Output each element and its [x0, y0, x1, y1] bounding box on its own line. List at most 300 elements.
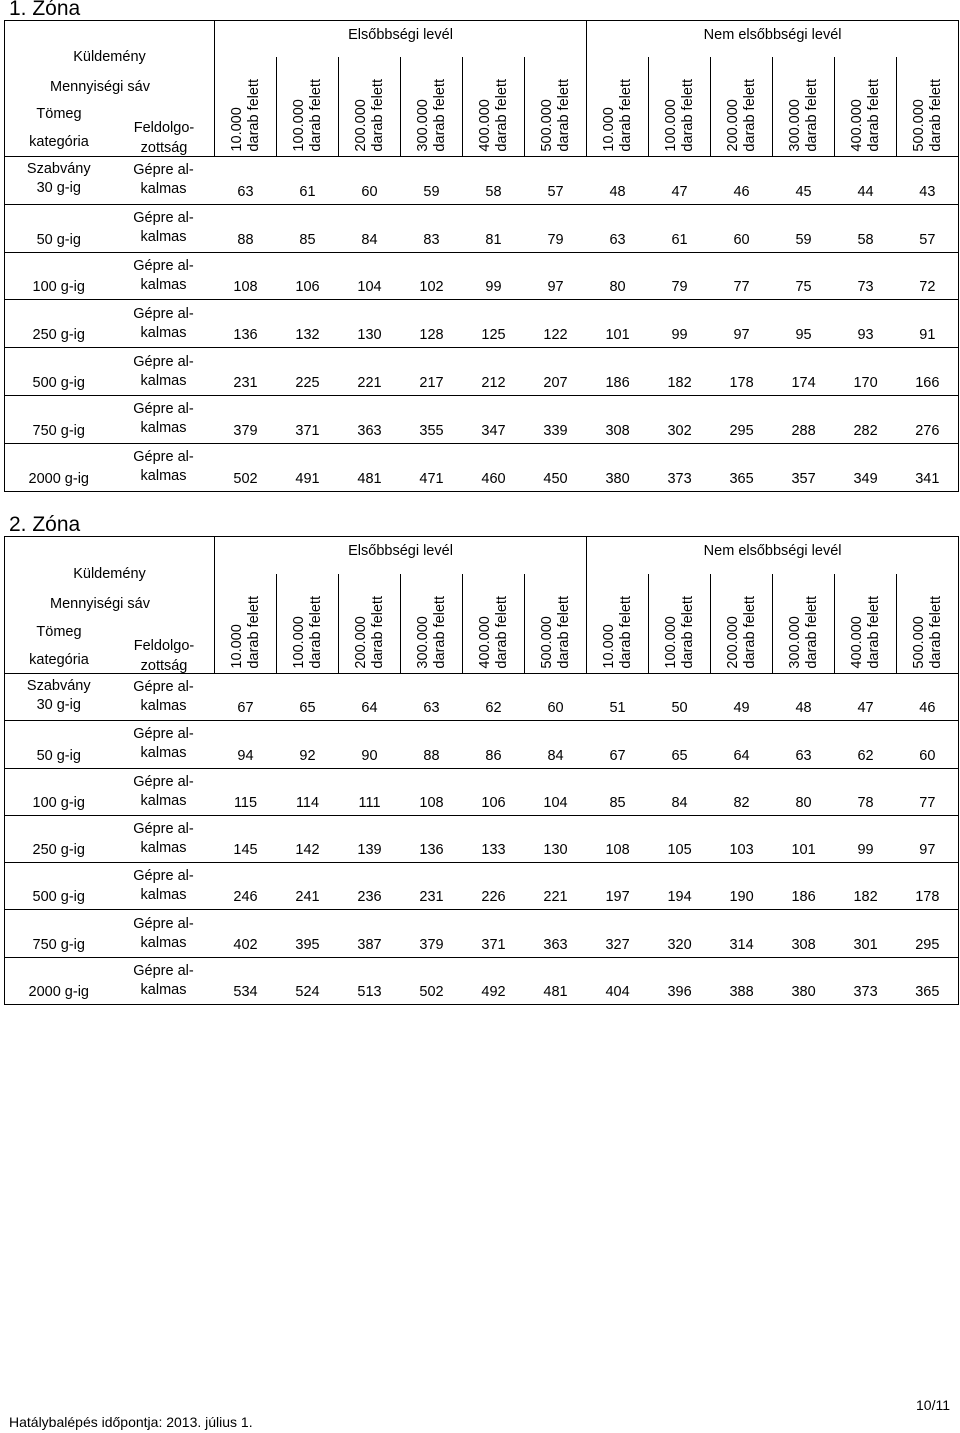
price-cell: 115: [215, 768, 277, 815]
header-range-label: [725, 79, 759, 152]
header-range-label: [911, 596, 945, 669]
header-range-label: [787, 79, 821, 152]
header-range-label: [477, 596, 511, 669]
range-unit: darab felett: [803, 79, 820, 152]
header-zottsag: zottság: [140, 140, 188, 156]
table-row: [5, 300, 959, 348]
price-cell: 57: [897, 204, 959, 252]
range-unit: darab felett: [307, 596, 324, 669]
header-feldolgo: Feldolgo-: [133, 638, 195, 654]
price-cell: 136: [401, 815, 463, 862]
price-cell: 302: [649, 395, 711, 443]
range-threshold: 10.000: [600, 624, 617, 669]
weight-label: 30 g-ig: [36, 180, 81, 196]
price-cell: 50: [649, 674, 711, 721]
weight-category: [5, 348, 113, 396]
price-cell: 99: [463, 252, 525, 300]
weight-label: 2000 g-ig: [28, 470, 89, 487]
processing-line-2: kalmas: [140, 792, 187, 809]
header-mennyisegi-sav: Mennyiségi sáv: [50, 596, 150, 612]
weight-label: 50 g-ig: [36, 747, 81, 764]
weight-category: [5, 674, 113, 721]
price-cell: 95: [773, 300, 835, 348]
header-left-block: [5, 537, 215, 674]
price-cell: 396: [649, 957, 711, 1004]
range-unit: darab felett: [431, 596, 448, 669]
range-threshold: 400.000: [476, 616, 493, 669]
header-left-block: [5, 21, 215, 157]
price-cell: 91: [897, 300, 959, 348]
processing-type: [113, 815, 215, 862]
weight-label: 750 g-ig: [32, 936, 85, 953]
range-unit: darab felett: [493, 79, 510, 152]
processing-line-2: kalmas: [140, 698, 187, 715]
header-nem-elsobbsegi: Nem elsőbbségi levél: [587, 537, 959, 574]
price-cell: 282: [835, 395, 897, 443]
price-cell: 357: [773, 443, 835, 491]
price-cell: 105: [649, 815, 711, 862]
weight-category: [5, 204, 113, 252]
price-cell: 57: [525, 157, 587, 205]
price-cell: 79: [649, 252, 711, 300]
weight-label: 100 g-ig: [32, 794, 85, 811]
processing-line-1: Gépre al-: [133, 210, 194, 227]
price-cell: 99: [835, 815, 897, 862]
price-cell: 142: [277, 815, 339, 862]
price-cell: 133: [463, 815, 525, 862]
range-threshold: 400.000: [476, 99, 493, 152]
processing-type: [113, 252, 215, 300]
header-range-label: [477, 79, 511, 152]
range-unit: darab felett: [865, 596, 882, 669]
zone-title: 2. Zóna: [9, 513, 81, 536]
price-cell: 460: [463, 443, 525, 491]
table-row: [5, 957, 959, 1004]
price-cell: 63: [401, 674, 463, 721]
processing-type: [113, 721, 215, 768]
range-unit: darab felett: [369, 596, 386, 669]
range-unit: darab felett: [555, 596, 572, 669]
table-row: [5, 721, 959, 768]
header-tomeg-kategoria: [5, 622, 113, 670]
price-cell: 217: [401, 348, 463, 396]
header-range-label: [911, 79, 945, 152]
range-unit: darab felett: [927, 79, 944, 152]
price-cell: 365: [897, 957, 959, 1004]
processing-type: [113, 674, 215, 721]
weight-label: 30 g-ig: [36, 697, 81, 713]
price-cell: 59: [401, 157, 463, 205]
price-cell: 225: [277, 348, 339, 396]
range-threshold: 100.000: [290, 99, 307, 152]
header-range-cell: [525, 57, 587, 157]
header-mennyisegi-sav: Mennyiségi sáv: [50, 79, 150, 95]
price-cell: 46: [711, 157, 773, 205]
header-range-cell: [215, 574, 277, 674]
price-cell: 231: [401, 863, 463, 910]
header-range-label: [229, 596, 263, 669]
price-cell: 101: [587, 300, 649, 348]
price-cell: 481: [525, 957, 587, 1004]
processing-line-2: kalmas: [140, 420, 187, 437]
price-cell: 111: [339, 768, 401, 815]
range-threshold: 10.000: [228, 107, 245, 152]
processing-type: [113, 395, 215, 443]
range-threshold: 300.000: [786, 99, 803, 152]
price-cell: 44: [835, 157, 897, 205]
price-cell: 194: [649, 863, 711, 910]
price-cell: 388: [711, 957, 773, 1004]
price-cell: 363: [525, 910, 587, 957]
header-nem-elsobbsegi: Nem elsőbbségi levél: [587, 21, 959, 57]
header-range-label: [725, 596, 759, 669]
range-unit: darab felett: [741, 79, 758, 152]
range-threshold: 100.000: [662, 616, 679, 669]
range-unit: darab felett: [803, 596, 820, 669]
price-cell: 402: [215, 910, 277, 957]
header-range-cell: [339, 574, 401, 674]
price-cell: 471: [401, 443, 463, 491]
price-cell: 60: [339, 157, 401, 205]
processing-line-2: kalmas: [140, 372, 187, 389]
price-cell: 178: [711, 348, 773, 396]
processing-line-1: Gépre al-: [133, 449, 194, 466]
header-tomeg-kategoria: [5, 104, 113, 152]
price-cell: 63: [773, 721, 835, 768]
weight-category: [5, 721, 113, 768]
price-cell: 80: [773, 768, 835, 815]
price-cell: 46: [897, 674, 959, 721]
header-range-label: [539, 79, 573, 152]
header-kategoria: kategória: [29, 134, 89, 150]
table-row: [5, 815, 959, 862]
processing-line-1: Gépre al-: [133, 868, 194, 885]
price-cell: 62: [463, 674, 525, 721]
price-cell: 78: [835, 768, 897, 815]
weight-category: [5, 768, 113, 815]
price-cell: 58: [463, 157, 525, 205]
price-cell: 92: [277, 721, 339, 768]
header-range-cell: [215, 57, 277, 157]
header-range-label: [601, 596, 635, 669]
header-range-cell: [463, 57, 525, 157]
price-cell: 371: [463, 910, 525, 957]
processing-line-2: kalmas: [140, 934, 187, 951]
header-range-cell: [711, 57, 773, 157]
processing-line-1: Gépre al-: [133, 353, 194, 370]
header-range-label: [787, 596, 821, 669]
header-range-cell: [587, 57, 649, 157]
weight-label: 750 g-ig: [32, 422, 85, 439]
price-cell: 380: [773, 957, 835, 1004]
header-range-cell: [711, 574, 773, 674]
range-unit: darab felett: [369, 79, 386, 152]
price-cell: 47: [649, 157, 711, 205]
price-cell: 101: [773, 815, 835, 862]
price-cell: 94: [215, 721, 277, 768]
price-cell: 65: [649, 721, 711, 768]
header-range-cell: [897, 574, 959, 674]
price-cell: 226: [463, 863, 525, 910]
price-cell: 85: [277, 204, 339, 252]
price-cell: 373: [649, 443, 711, 491]
range-threshold: 200.000: [352, 616, 369, 669]
weight-label: 2000 g-ig: [28, 984, 89, 1001]
price-cell: 104: [525, 768, 587, 815]
table-row: [5, 204, 959, 252]
price-cell: 221: [525, 863, 587, 910]
price-cell: 190: [711, 863, 773, 910]
header-range-cell: [649, 57, 711, 157]
price-cell: 97: [525, 252, 587, 300]
header-range-cell: [835, 57, 897, 157]
price-cell: 48: [587, 157, 649, 205]
price-cell: 379: [215, 395, 277, 443]
price-cell: 108: [587, 815, 649, 862]
price-cell: 82: [711, 768, 773, 815]
header-elsobbsegi: Elsőbbségi levél: [215, 21, 587, 57]
price-cell: 43: [897, 157, 959, 205]
price-cell: 380: [587, 443, 649, 491]
price-cell: 170: [835, 348, 897, 396]
range-unit: darab felett: [493, 596, 510, 669]
price-cell: 130: [339, 300, 401, 348]
range-unit: darab felett: [617, 596, 634, 669]
price-cell: 83: [401, 204, 463, 252]
range-unit: darab felett: [617, 79, 634, 152]
price-cell: 308: [587, 395, 649, 443]
price-cell: 349: [835, 443, 897, 491]
price-cell: 492: [463, 957, 525, 1004]
price-cell: 125: [463, 300, 525, 348]
price-cell: 81: [463, 204, 525, 252]
price-cell: 186: [773, 863, 835, 910]
header-range-cell: [649, 574, 711, 674]
range-threshold: 300.000: [786, 616, 803, 669]
price-cell: 136: [215, 300, 277, 348]
price-cell: 108: [215, 252, 277, 300]
range-unit: darab felett: [865, 79, 882, 152]
price-cell: 80: [587, 252, 649, 300]
header-range-cell: [463, 574, 525, 674]
price-cell: 379: [401, 910, 463, 957]
price-cell: 178: [897, 863, 959, 910]
price-cell: 502: [401, 957, 463, 1004]
processing-type: [113, 768, 215, 815]
table-row: [5, 910, 959, 957]
price-cell: 145: [215, 815, 277, 862]
processing-line-1: Gépre al-: [133, 821, 194, 838]
price-cell: 48: [773, 674, 835, 721]
processing-type: [113, 157, 215, 205]
header-range-cell: [401, 57, 463, 157]
price-cell: 103: [711, 815, 773, 862]
price-cell: 61: [649, 204, 711, 252]
header-tomeg: Tömeg: [36, 106, 82, 122]
processing-line-1: Gépre al-: [133, 915, 194, 932]
table-row: [5, 768, 959, 815]
range-threshold: 200.000: [724, 99, 741, 152]
price-cell: 308: [773, 910, 835, 957]
price-cell: 99: [649, 300, 711, 348]
price-cell: 341: [897, 443, 959, 491]
header-range-label: [849, 596, 883, 669]
effective-date: Hatálybalépés időpontja: 2013. július 1.: [9, 1414, 253, 1430]
weight-label: 50 g-ig: [36, 231, 81, 248]
price-cell: 104: [339, 252, 401, 300]
price-cell: 47: [835, 674, 897, 721]
range-threshold: 200.000: [352, 99, 369, 152]
header-range-cell: [897, 57, 959, 157]
price-cell: 67: [215, 674, 277, 721]
processing-line-1: Gépre al-: [133, 257, 194, 274]
header-range-label: [353, 79, 387, 152]
header-range-label: [539, 596, 573, 669]
processing-line-2: kalmas: [140, 324, 187, 341]
price-cell: 61: [277, 157, 339, 205]
weight-label: Szabvány: [26, 161, 91, 177]
header-range-label: [849, 79, 883, 152]
range-threshold: 300.000: [414, 99, 431, 152]
processing-type: [113, 443, 215, 491]
price-cell: 288: [773, 395, 835, 443]
price-cell: 62: [835, 721, 897, 768]
price-cell: 371: [277, 395, 339, 443]
weight-category: [5, 957, 113, 1004]
price-cell: 64: [711, 721, 773, 768]
table-row: [5, 157, 959, 205]
range-threshold: 300.000: [414, 616, 431, 669]
weight-label: 500 g-ig: [32, 889, 85, 906]
table-row: [5, 252, 959, 300]
header-kategoria: kategória: [29, 652, 89, 668]
header-range-cell: [835, 574, 897, 674]
range-unit: darab felett: [679, 596, 696, 669]
range-threshold: 400.000: [848, 99, 865, 152]
price-cell: 132: [277, 300, 339, 348]
weight-label: 500 g-ig: [32, 374, 85, 391]
price-cell: 186: [587, 348, 649, 396]
range-unit: darab felett: [245, 596, 262, 669]
price-cell: 365: [711, 443, 773, 491]
weight-category: [5, 157, 113, 205]
price-cell: 58: [835, 204, 897, 252]
price-cell: 77: [711, 252, 773, 300]
price-cell: 84: [649, 768, 711, 815]
range-threshold: 500.000: [910, 99, 927, 152]
price-cell: 84: [339, 204, 401, 252]
range-unit: darab felett: [679, 79, 696, 152]
price-cell: 182: [649, 348, 711, 396]
header-kuldemeny: Küldemény: [73, 49, 146, 65]
weight-label: 100 g-ig: [32, 279, 85, 296]
weight-label: 250 g-ig: [32, 842, 85, 859]
weight-label: Szabvány: [26, 678, 91, 694]
price-cell: 59: [773, 204, 835, 252]
price-cell: 97: [711, 300, 773, 348]
processing-line-2: kalmas: [140, 981, 187, 998]
price-cell: 108: [401, 768, 463, 815]
price-cell: 197: [587, 863, 649, 910]
price-cell: 64: [339, 674, 401, 721]
price-cell: 88: [215, 204, 277, 252]
range-threshold: 100.000: [290, 616, 307, 669]
processing-line-2: kalmas: [140, 229, 187, 246]
price-cell: 72: [897, 252, 959, 300]
range-unit: darab felett: [741, 596, 758, 669]
header-range-cell: [277, 57, 339, 157]
price-cell: 77: [897, 768, 959, 815]
processing-line-2: kalmas: [140, 276, 187, 293]
price-cell: 246: [215, 863, 277, 910]
table-row: [5, 443, 959, 491]
processing-line-1: Gépre al-: [133, 726, 194, 743]
weight-category: [5, 815, 113, 862]
price-cell: 63: [215, 157, 277, 205]
price-cell: 395: [277, 910, 339, 957]
price-cell: 320: [649, 910, 711, 957]
processing-type: [113, 910, 215, 957]
range-threshold: 200.000: [724, 616, 741, 669]
weight-category: [5, 443, 113, 491]
header-range-label: [415, 596, 449, 669]
processing-type: [113, 300, 215, 348]
header-range-cell: [339, 57, 401, 157]
range-threshold: 10.000: [228, 624, 245, 669]
price-cell: 502: [215, 443, 277, 491]
price-cell: 339: [525, 395, 587, 443]
range-threshold: 500.000: [538, 99, 555, 152]
price-cell: 355: [401, 395, 463, 443]
price-cell: 49: [711, 674, 773, 721]
price-cell: 387: [339, 910, 401, 957]
price-cell: 75: [773, 252, 835, 300]
rate-table: [4, 536, 959, 1005]
processing-line-1: Gépre al-: [133, 401, 194, 418]
range-unit: darab felett: [555, 79, 572, 152]
price-cell: 63: [587, 204, 649, 252]
processing-type: [113, 957, 215, 1004]
table-row: [5, 863, 959, 910]
range-unit: darab felett: [431, 79, 448, 152]
price-cell: 130: [525, 815, 587, 862]
price-cell: 295: [897, 910, 959, 957]
price-cell: 314: [711, 910, 773, 957]
price-cell: 88: [401, 721, 463, 768]
processing-line-1: Gépre al-: [133, 305, 194, 322]
header-feldolgo: Feldolgo-: [133, 120, 195, 136]
range-unit: darab felett: [245, 79, 262, 152]
price-cell: 404: [587, 957, 649, 1004]
header-range-label: [353, 596, 387, 669]
range-threshold: 10.000: [600, 107, 617, 152]
range-unit: darab felett: [307, 79, 324, 152]
price-cell: 93: [835, 300, 897, 348]
price-cell: 174: [773, 348, 835, 396]
price-cell: 114: [277, 768, 339, 815]
price-cell: 65: [277, 674, 339, 721]
price-cell: 327: [587, 910, 649, 957]
price-cell: 106: [277, 252, 339, 300]
price-cell: 231: [215, 348, 277, 396]
price-cell: 67: [587, 721, 649, 768]
price-cell: 513: [339, 957, 401, 1004]
weight-category: [5, 863, 113, 910]
price-cell: 450: [525, 443, 587, 491]
header-kuldemeny: Küldemény: [73, 566, 146, 582]
processing-line-1: Gépre al-: [133, 679, 194, 696]
range-threshold: 500.000: [538, 616, 555, 669]
